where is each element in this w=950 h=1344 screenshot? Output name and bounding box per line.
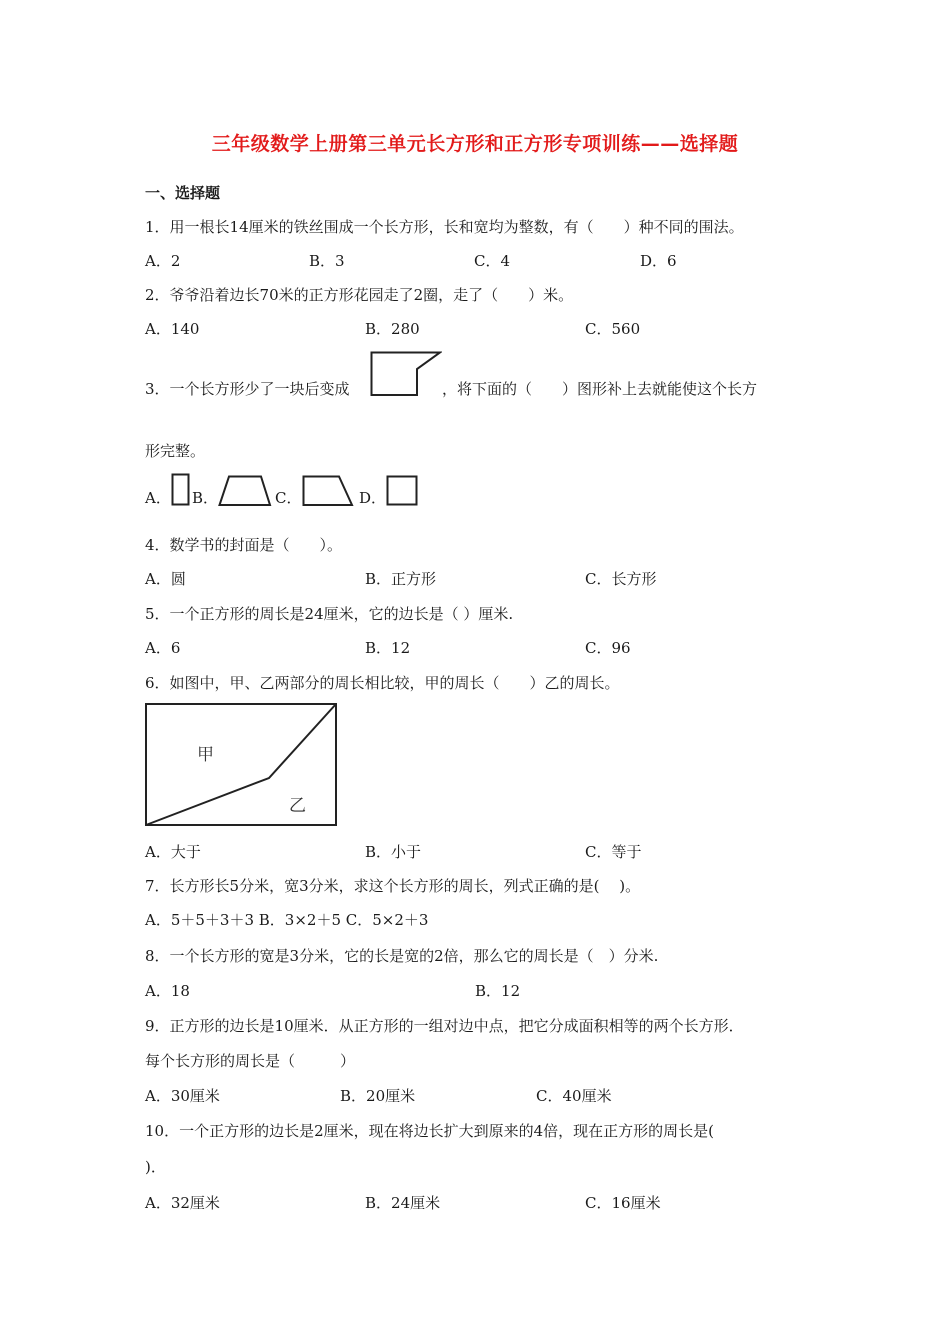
jia-yi-rectangle-diagram — [145, 703, 338, 827]
question-6-option-c[interactable]: C．等于 — [585, 843, 642, 861]
question-10-option-c[interactable]: C．16厘米 — [585, 1194, 661, 1212]
question-3-stem-part3: 形完整。 — [145, 442, 206, 460]
question-4-option-a[interactable]: A．圆 — [145, 570, 186, 588]
question-4-stem: 4．数学书的封面是（ ）。 — [145, 536, 343, 554]
label-jia: 甲 — [197, 745, 214, 765]
question-9-stem-line1: 9．正方形的边长是10厘米．从正方形的一组对边中点，把它分成面积相等的两个长方形． — [145, 1017, 744, 1035]
question-5-option-b[interactable]: B．12 — [365, 639, 411, 657]
question-3-option-a[interactable]: A． — [145, 489, 171, 507]
question-4-option-c[interactable]: C．长方形 — [585, 570, 657, 588]
trapezoid-shape — [218, 475, 272, 507]
question-5-option-a[interactable]: A．6 — [145, 639, 181, 657]
square-shape — [386, 475, 419, 506]
question-3-option-d[interactable]: D． — [359, 489, 387, 507]
question-9-option-c[interactable]: C．40厘米 — [536, 1087, 612, 1105]
question-9-option-b[interactable]: B．20厘米 — [340, 1087, 416, 1105]
question-3-stem-part1: 3．一个长方形少了一块后变成 — [145, 380, 350, 398]
question-9-option-a[interactable]: A．30厘米 — [145, 1087, 220, 1105]
question-6-stem: 6．如图中，甲、乙两部分的周长相比较，甲的周长（ ）乙的周长。 — [145, 674, 620, 692]
question-10-option-a[interactable]: A．32厘米 — [145, 1194, 220, 1212]
question-7-options[interactable]: A．5＋5＋3＋3 B．3×2＋5 C．5×2＋3 — [145, 911, 429, 929]
question-1-option-b[interactable]: B．3 — [309, 252, 345, 270]
question-5-option-c[interactable]: C．96 — [585, 639, 631, 657]
right-trapezoid-shape — [302, 475, 354, 507]
question-8-option-b[interactable]: B．12 — [475, 982, 521, 1000]
question-3-option-c[interactable]: C． — [275, 489, 302, 507]
question-8-stem: 8．一个长方形的宽是3分米，它的长是宽的2倍，那么它的周长是（ ）分米. — [145, 947, 659, 965]
section-heading: 一、选择题 — [145, 184, 221, 202]
question-9-stem-line2: 每个长方形的周长是（ ） — [145, 1052, 356, 1070]
question-2-option-a[interactable]: A．140 — [145, 320, 200, 338]
question-2-stem: 2．爷爷沿着边长70米的正方形花园走了2圈，走了（ ）米。 — [145, 286, 574, 304]
label-yi: 乙 — [289, 796, 306, 816]
question-4-option-b[interactable]: B．正方形 — [365, 570, 437, 588]
question-8-option-a[interactable]: A．18 — [145, 982, 190, 1000]
question-6-option-a[interactable]: A．大于 — [145, 843, 201, 861]
question-3-stem-part2: ，将下面的（ ）图形补上去就能使这个长方 — [442, 380, 758, 398]
question-3-option-b[interactable]: B． — [192, 489, 219, 507]
question-6-option-b[interactable]: B．小于 — [365, 843, 422, 861]
question-7-stem: 7．长方形长5分米，宽3分米，求这个长方形的周长，列式正确的是( )。 — [145, 877, 641, 895]
question-5-stem: 5．一个正方形的周长是24厘米，它的边长是（ ）厘米. — [145, 605, 514, 623]
question-1-option-c[interactable]: C．4 — [474, 252, 511, 270]
question-2-option-c[interactable]: C．560 — [585, 320, 641, 338]
question-10-stem-line1: 10．一个正方形的边长是2厘米，现在将边长扩大到原来的4倍，现在正方形的周长是( — [145, 1122, 715, 1140]
question-1-option-a[interactable]: A．2 — [145, 252, 181, 270]
question-1-stem: 1．用一根长14厘米的铁丝围成一个长方形，长和宽均为整数，有（ ）种不同的围法。 — [145, 218, 744, 236]
narrow-rectangle-shape — [171, 473, 191, 507]
question-1-option-d[interactable]: D．6 — [640, 252, 677, 270]
page-title: 三年级数学上册第三单元长方形和正方形专项训练——选择题 — [211, 133, 739, 155]
notched-rectangle-figure — [370, 351, 442, 397]
question-10-option-b[interactable]: B．24厘米 — [365, 1194, 441, 1212]
question-2-option-b[interactable]: B．280 — [365, 320, 420, 338]
question-10-stem-line2: )． — [145, 1158, 166, 1176]
